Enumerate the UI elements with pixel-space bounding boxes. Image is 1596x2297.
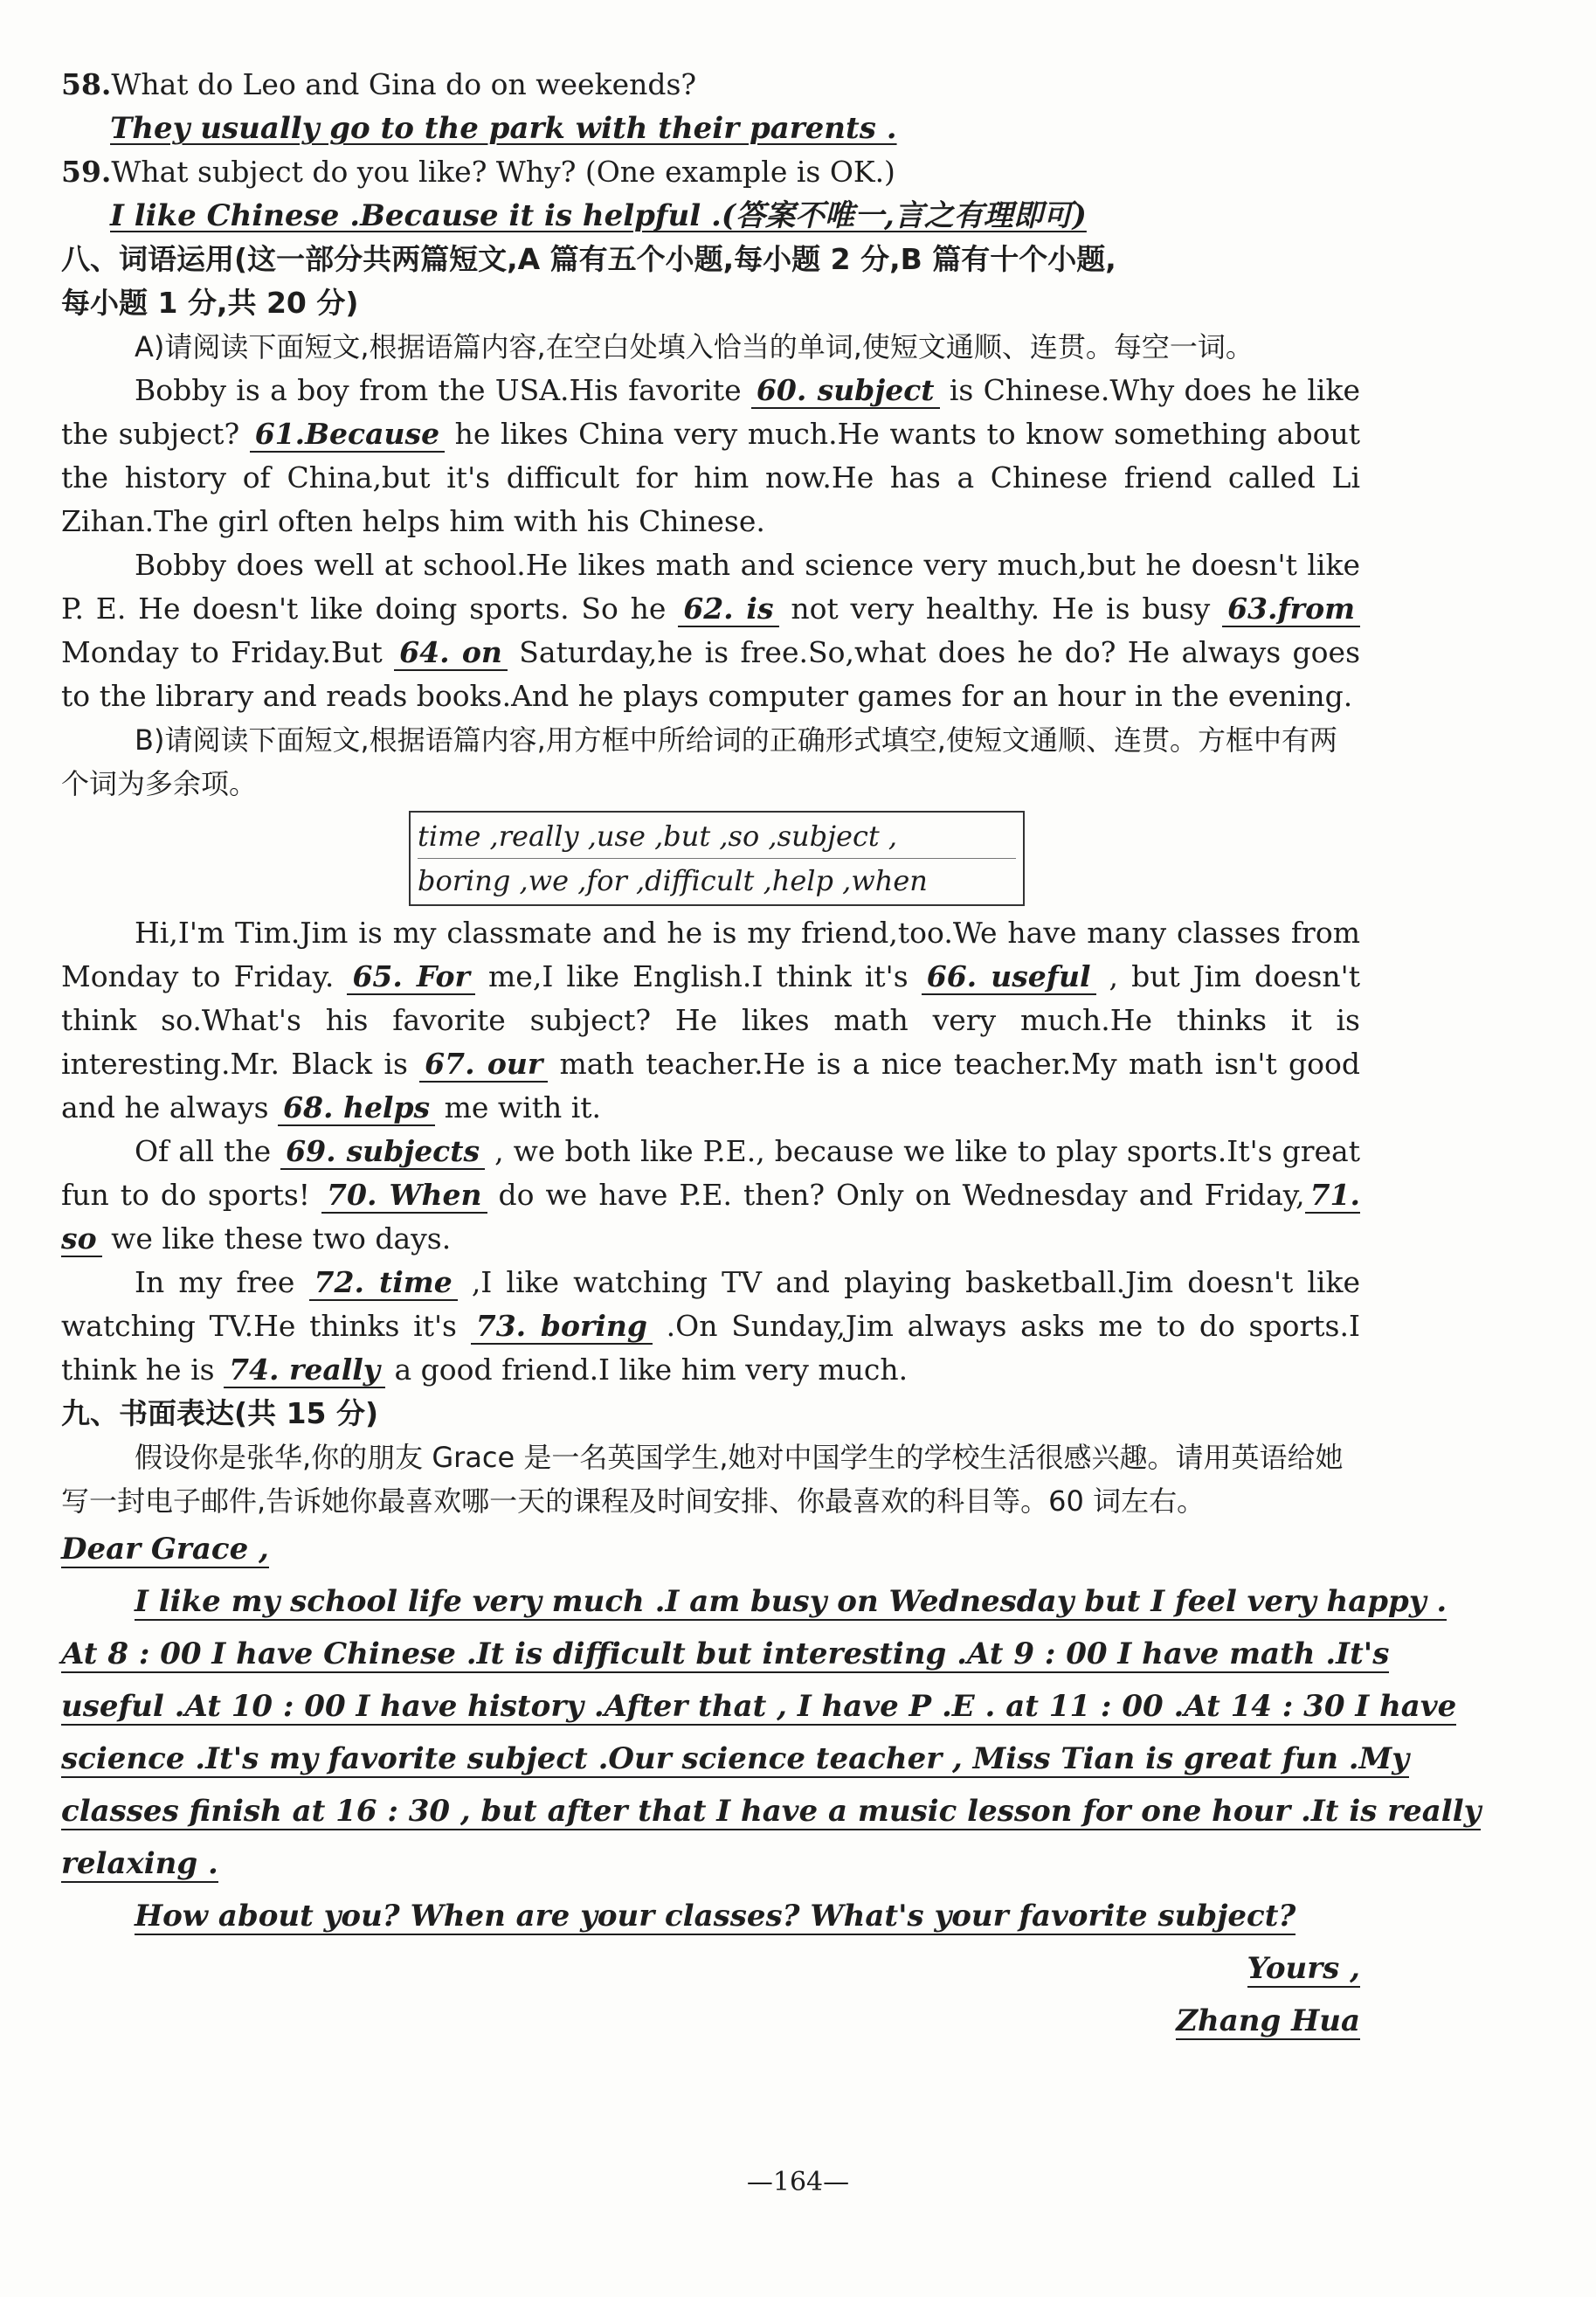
essay-line-1 [61, 1575, 1447, 1628]
essay-text: At 8 : 00 I have Chinese .It is difficult but interesting .At 9 : 00 I have math .It's [61, 1636, 1390, 1671]
part-a-instructions: A)请阅读下面短文,根据语篇内容,在空白处填入恰当的单词,使短文通顺、连贯。每空一词。 [135, 330, 1254, 363]
blank-64: 64. on [394, 635, 508, 671]
blank-66: 66. useful [922, 959, 1096, 995]
blank-72: 72. time [309, 1265, 458, 1301]
essay-text: How about you? When are your classes? What's your favorite subject? [135, 1899, 1296, 1934]
greeting-text: Dear Grace , [61, 1532, 269, 1567]
text: Monday to Friday.But [61, 635, 395, 669]
text: ,I like watching TV and playing basketball.Jim doesn't like watching TV.He thinks it's [61, 1265, 1360, 1343]
blank-68: 68. helps [278, 1090, 435, 1126]
passage-b-paragraph-2 [61, 1130, 1360, 1261]
text: Bobby does well at school.He likes math and science very much,but he doesn't like P. E. He doesn't like doing sports. So he [61, 548, 1360, 626]
word-bank-row-2: boring ,we ,for ,difficult ,help ,when [418, 864, 928, 897]
text: , we both like P.E., because we like to play sports.It's great fun to do sports! [61, 1134, 1360, 1212]
text: me,I like English.I think it's [474, 959, 922, 993]
answer-58: They usually go to the park with their parents . [110, 111, 897, 146]
text: math teacher.He is a nice teacher.My math isn't good and he always [61, 1047, 1361, 1124]
text: we like these two days. [101, 1221, 452, 1256]
question-text: What subject do you like? Why? (One example is OK.) [111, 155, 895, 189]
blank-63: 63.from [1222, 592, 1360, 627]
model-essay [61, 1523, 1482, 1942]
text: he likes China very much.He wants to know something about the history of China,but it's difficult for him now.He has a Chinese friend called Li Zihan.The girl often helps him with his Chinese. [61, 417, 1360, 538]
text: .On Sunday,Jim always asks me to do sports.I think he is [61, 1309, 1360, 1387]
essay-text: useful .At 10 : 00 I have history .After that , I have P .E . at 11 : 00 .At 14 : 30 I have [61, 1689, 1457, 1724]
passage-b-paragraph-3 [61, 1261, 1360, 1392]
signature-text: Zhang Hua [1176, 2003, 1360, 2038]
blank-73: 73. boring [471, 1309, 653, 1345]
word-bank-box [409, 811, 1025, 906]
section-9-title: 九、书面表达(共 15 分) [61, 1396, 379, 1430]
text: Of all the [135, 1134, 281, 1168]
essay-line-2 [61, 1628, 1390, 1680]
writing-instructions: 假设你是张华,你的朋友 Grace 是一名英国学生,她对中国学生的学校生活很感兴趣。请用英语给她写一封电子邮件,告诉她你最喜欢哪一天的课程及时间安排、你最喜欢的科目等。60 词左右。 [61, 1441, 1344, 1518]
blank-67: 67. our [419, 1047, 548, 1083]
text: , but Jim doesn't think so.What's his favorite subject? He likes math very much.He thinks it is interesting.Mr. Black is [61, 959, 1360, 1081]
essay-line-4 [61, 1733, 1410, 1785]
text: In my free [135, 1265, 309, 1299]
blank-60: 60. subject [751, 373, 940, 409]
essay-text: I like my school life very much .I am busy on Wednesday but I feel very happy . [135, 1584, 1447, 1619]
blank-71: 71. so [61, 1178, 1360, 1256]
answer-59: I like Chinese .Because it is helpful .(答案不唯一,言之有理即可) [110, 198, 1087, 233]
passage-a-paragraph-2 [61, 543, 1360, 718]
part-b-instructions: B)请阅读下面短文,根据语篇内容,用方框中所给词的正确形式填空,使短文通顺、连贯。方框中有两个词为多余项。 [61, 723, 1337, 800]
question-number: 59. [61, 155, 112, 189]
text: me with it. [435, 1090, 602, 1124]
text: Saturday,he is free.So,what does he do? He always goes to the library and reads books.And he plays computer games for an hour in the evening. [61, 635, 1361, 713]
closing-yours [61, 1942, 1360, 1995]
essay-line-5 [61, 1785, 1482, 1837]
blank-62: 62. is [678, 592, 778, 627]
blank-74: 74. really [224, 1353, 385, 1388]
passage-a-paragraph-1 [61, 369, 1360, 543]
blank-69: 69. subjects [280, 1134, 485, 1170]
text: Bobby is a boy from the USA.His favorite [135, 373, 751, 407]
section-8-title-line-2: 每小题 1 分,共 20 分) [61, 286, 359, 320]
essay-greeting [61, 1523, 1360, 1575]
essay-line-3 [61, 1680, 1457, 1733]
text: do we have P.E. then? Only on Wednesday and Friday, [487, 1178, 1305, 1212]
blank-65: 65. For [347, 959, 475, 995]
closing-text: Yours , [1247, 1951, 1360, 1986]
text: Hi,I'm Tim.Jim is my classmate and he is my friend,too.We have many classes from Monday to Friday. [61, 916, 1360, 993]
text: not very healthy. He is busy [778, 592, 1223, 626]
question-text: What do Leo and Gina do on weekends? [111, 67, 697, 101]
essay-text: classes finish at 16 : 30 , but after that I have a music lesson for one hour .It is really [61, 1794, 1482, 1829]
essay-closing-question [61, 1890, 1360, 1942]
text: is Chinese.Why does he like the subject? [61, 373, 1360, 451]
text: a good friend.I like him very much. [384, 1353, 909, 1387]
question-59 [61, 150, 1360, 194]
essay-line-6 [61, 1837, 1360, 1890]
word-bank-row-1: time ,really ,use ,but ,so ,subject , [418, 814, 1016, 859]
question-58 [61, 63, 1360, 107]
page-number: —164— [746, 2167, 850, 2197]
question-number: 58. [61, 67, 112, 101]
signature [61, 1995, 1360, 2047]
essay-text: science .It's my favorite subject .Our science teacher , Miss Tian is great fun .My [61, 1741, 1410, 1776]
essay-text: relaxing . [61, 1846, 218, 1881]
section-8-title-line-1: 八、词语运用(这一部分共两篇短文,A 篇有五个小题,每小题 2 分,B 篇有十个小题, [61, 242, 1116, 276]
blank-61: 61.Because [250, 417, 445, 453]
passage-b-paragraph-1 [61, 911, 1360, 1130]
blank-70: 70. When [321, 1178, 487, 1214]
